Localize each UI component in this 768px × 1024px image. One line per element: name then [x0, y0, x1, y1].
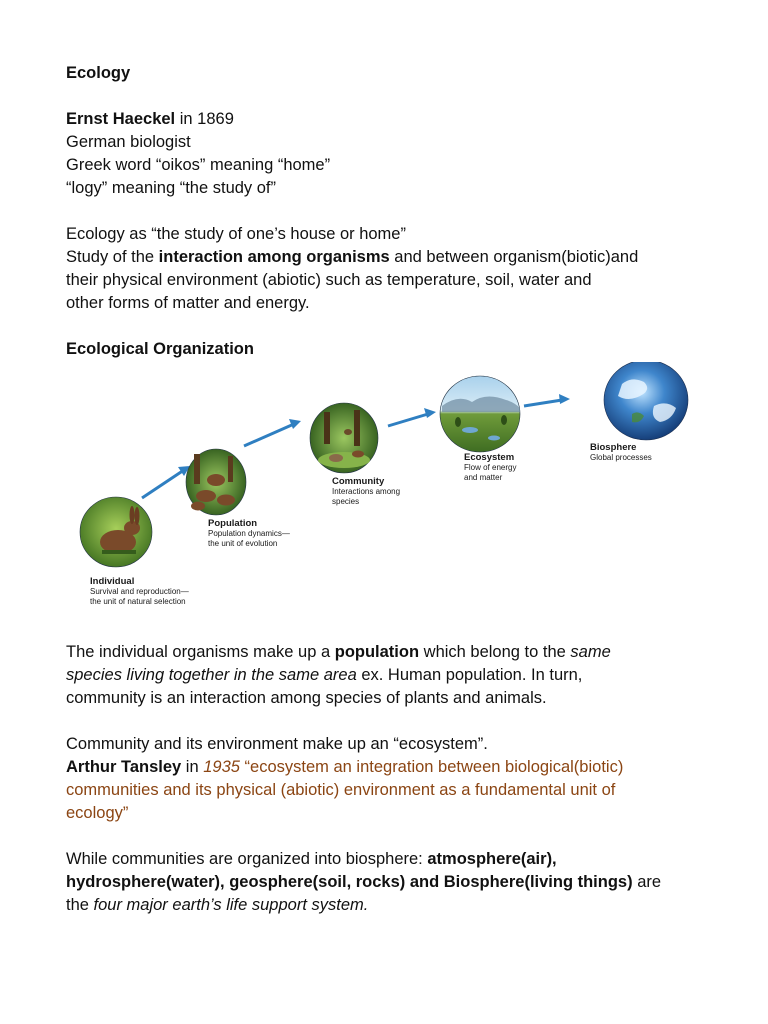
ecological-organization-figure	[66, 362, 706, 612]
para3-line-3: the four major earth’s life support system.	[66, 896, 369, 914]
community-label: Community	[332, 476, 385, 487]
para3-line-2: hydrosphere(water), geosphere(soil, rocks) and Biosphere(living things) are	[66, 873, 662, 891]
para1-line-2: species living together in the same area ex. Human population. In turn,	[66, 666, 583, 684]
definition-line-1: Ecology as “the study of one’s house or home”	[66, 225, 406, 243]
community-sub-1: Interactions among	[332, 487, 401, 496]
document-body-lower	[66, 641, 706, 917]
definition-line-2: Study of the interaction among organisms and between organism(biotic)and	[66, 248, 639, 266]
ecosystem-label: Ecosystem	[464, 452, 515, 463]
para2-line-2: Arthur Tansley in 1935 “ecosystem an integration between biological(biotic)	[66, 758, 624, 776]
arrow-3	[388, 408, 436, 426]
population-sub-1: Population dynamics—	[208, 529, 290, 538]
section-heading: Ecological Organization	[66, 340, 254, 358]
haeckel-line-2: German biologist	[66, 133, 191, 151]
definition-line-3: their physical environment (abiotic) such as temperature, soil, water and	[66, 271, 592, 289]
figure-svg	[66, 362, 706, 612]
para2-line-4: ecology”	[66, 804, 129, 822]
population-sub-2: the unit of evolution	[208, 539, 278, 548]
haeckel-line-4: “logy” meaning “the study of”	[66, 179, 277, 197]
community-sub-2: species	[332, 497, 360, 506]
ecosystem-image	[440, 376, 520, 452]
para2-line-1: Community and its environment make up an “ecosystem”.	[66, 735, 488, 753]
biosphere-label: Biosphere	[590, 442, 637, 453]
haeckel-line: Ernst Haeckel in 1869	[66, 110, 234, 128]
arrow-1	[142, 466, 190, 498]
para1-line-3: community is an interaction among species of plants and animals.	[66, 689, 547, 707]
definition-line-4: other forms of matter and energy.	[66, 294, 310, 312]
biosphere-globe	[604, 362, 688, 440]
para2-line-3: communities and its physical (abiotic) environment as a fundamental unit of	[66, 781, 616, 799]
page-title: Ecology	[66, 64, 131, 82]
para1-line-1: The individual organisms make up a population which belong to the same	[66, 643, 611, 661]
ecosystem-sub-1: Flow of energy	[464, 463, 517, 472]
haeckel-line-3: Greek word “oikos” meaning “home”	[66, 156, 331, 174]
population-image	[186, 449, 246, 515]
population-label: Population	[208, 518, 258, 529]
biosphere-sub-1: Global processes	[590, 453, 652, 462]
para3-line-1: While communities are organized into biosphere: atmosphere(air),	[66, 850, 557, 868]
arrow-2	[244, 419, 301, 446]
individual-image	[80, 497, 152, 567]
individual-sub-1: Survival and reproduction—	[90, 587, 189, 596]
ecosystem-sub-2: and matter	[464, 473, 503, 482]
haeckel-name: Ernst Haeckel	[66, 110, 176, 128]
community-image	[310, 403, 378, 473]
document-page	[66, 62, 706, 361]
individual-sub-2: the unit of natural selection	[90, 597, 186, 606]
individual-label: Individual	[90, 576, 135, 587]
arrow-4	[524, 394, 570, 406]
